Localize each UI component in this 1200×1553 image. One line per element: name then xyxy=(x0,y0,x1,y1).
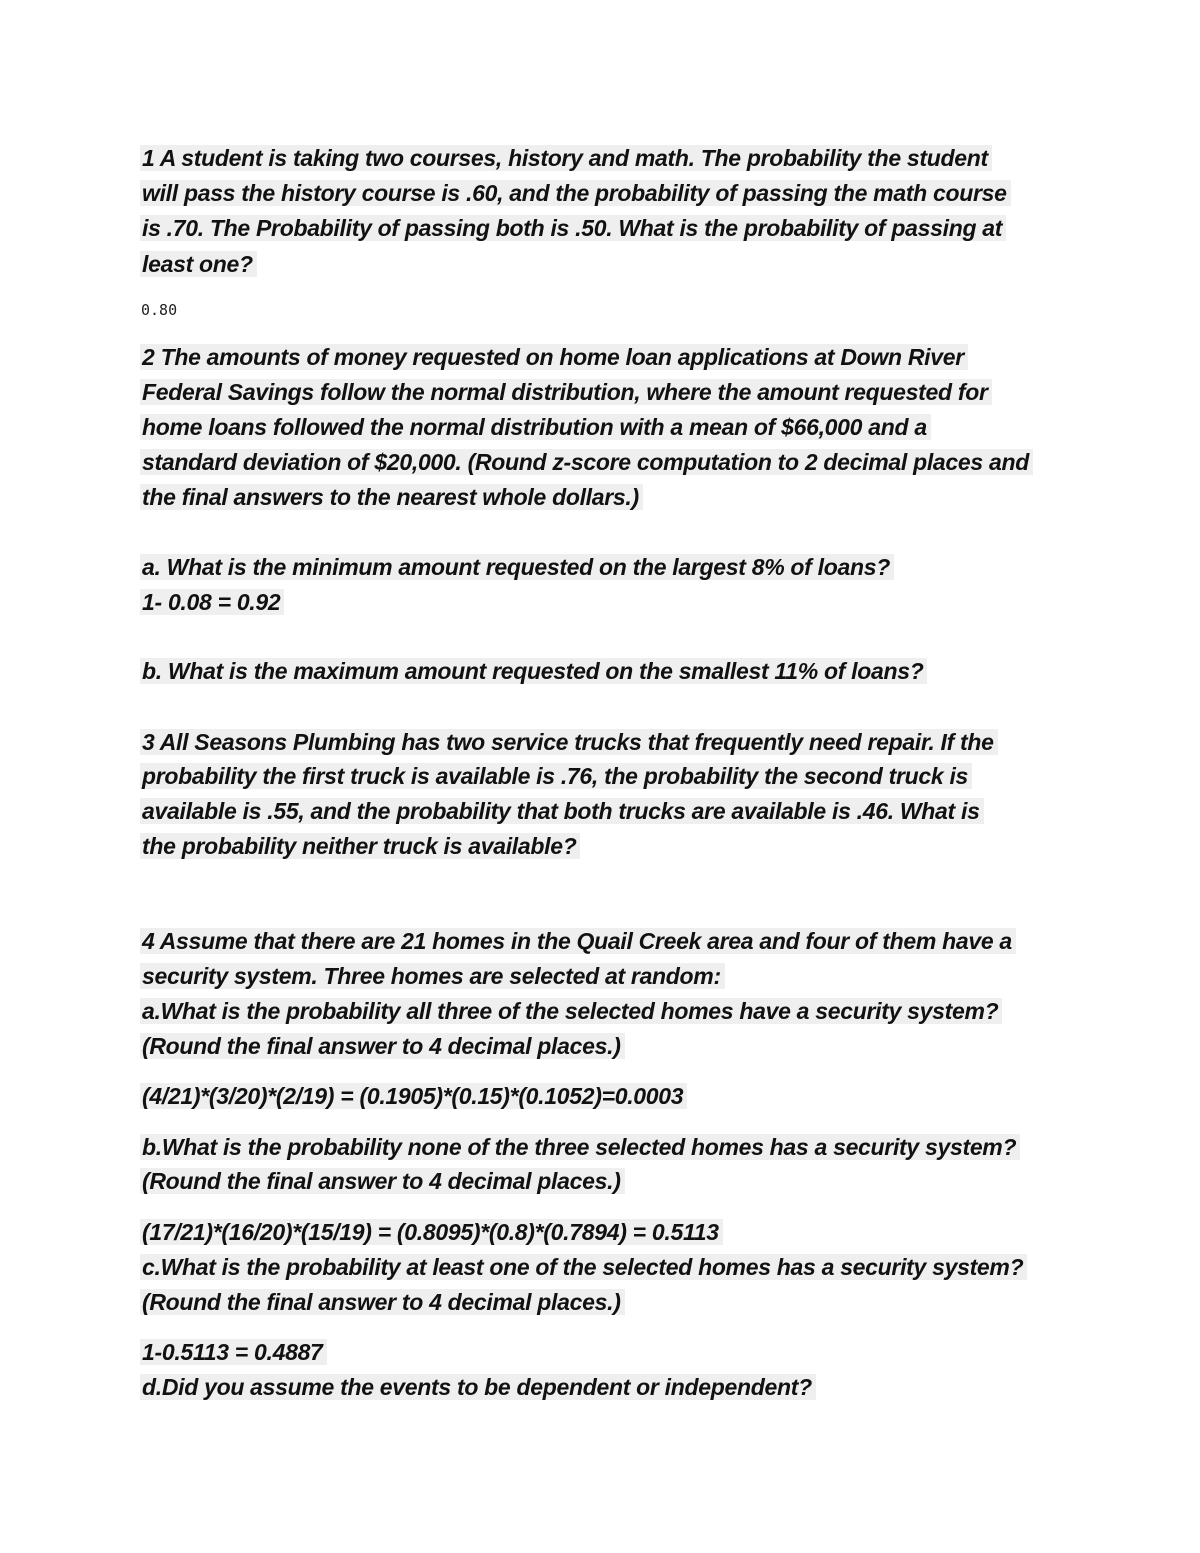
q4a-line-1: a.What is the probability all three of the selected homes have a security system? xyxy=(140,994,1002,1028)
q4b-line-1: b.What is the probability none of the three selected homes has a security system? xyxy=(140,1130,1020,1164)
q3-line-4: the probability neither truck is available? xyxy=(140,829,580,863)
q4a-line-2: (Round the final answer to 4 decimal places.) xyxy=(140,1029,625,1063)
q1-line-4: least one? xyxy=(140,247,257,281)
q4d-question: d.Did you assume the events to be dependent or independent? xyxy=(140,1370,816,1404)
q2a-work: 1- 0.08 = 0.92 xyxy=(140,585,284,619)
q2-line-3: home loans followed the normal distribution with a mean of $66,000 and a xyxy=(140,410,931,444)
q4c-line-1: c.What is the probability at least one of the selected homes has a security system? xyxy=(140,1250,1027,1284)
q4-line-2: security system. Three homes are selected at random: xyxy=(140,959,725,993)
q4a-work: (4/21)*(3/20)*(2/19) = (0.1905)*(0.15)*(0.1052)=0.0003 xyxy=(140,1079,687,1113)
q1-line-2: will pass the history course is .60, and the probability of passing the math course xyxy=(140,176,1011,210)
q1-line-3: is .70. The Probability of passing both is .50. What is the probability of passing at xyxy=(140,211,1006,245)
q3-line-3: available is .55, and the probability that both trucks are available is .46. What is xyxy=(140,794,984,828)
q2-line-5: the final answers to the nearest whole dollars.) xyxy=(140,480,643,514)
q4-line-1: 4 Assume that there are 21 homes in the Quail Creek area and four of them have a xyxy=(140,924,1016,958)
q2-line-2: Federal Savings follow the normal distribution, where the amount requested for xyxy=(140,375,992,409)
q4b-work: (17/21)*(16/20)*(15/19) = (0.8095)*(0.8)*(0.7894) = 0.5113 xyxy=(140,1215,723,1249)
q2b-question: b. What is the maximum amount requested on the smallest 11% of loans? xyxy=(140,654,927,688)
q4c-work: 1-0.5113 = 0.4887 xyxy=(140,1335,327,1369)
q1-answer: 0.80 xyxy=(141,301,178,319)
q4b-line-2: (Round the final answer to 4 decimal places.) xyxy=(140,1164,625,1198)
q1-line-1: 1 A student is taking two courses, history and math. The probability the student xyxy=(140,141,992,175)
q4c-line-2: (Round the final answer to 4 decimal places.) xyxy=(140,1285,625,1319)
q2-line-1: 2 The amounts of money requested on home loan applications at Down River xyxy=(140,340,968,374)
q3-line-1: 3 All Seasons Plumbing has two service trucks that frequently need repair. If the xyxy=(140,725,998,759)
q3-line-2: probability the first truck is available is .76, the probability the second truck is xyxy=(140,759,972,793)
q2-line-4: standard deviation of $20,000. (Round z-score computation to 2 decimal places and xyxy=(140,445,1033,479)
q2a-question: a. What is the minimum amount requested on the largest 8% of loans? xyxy=(140,550,894,584)
